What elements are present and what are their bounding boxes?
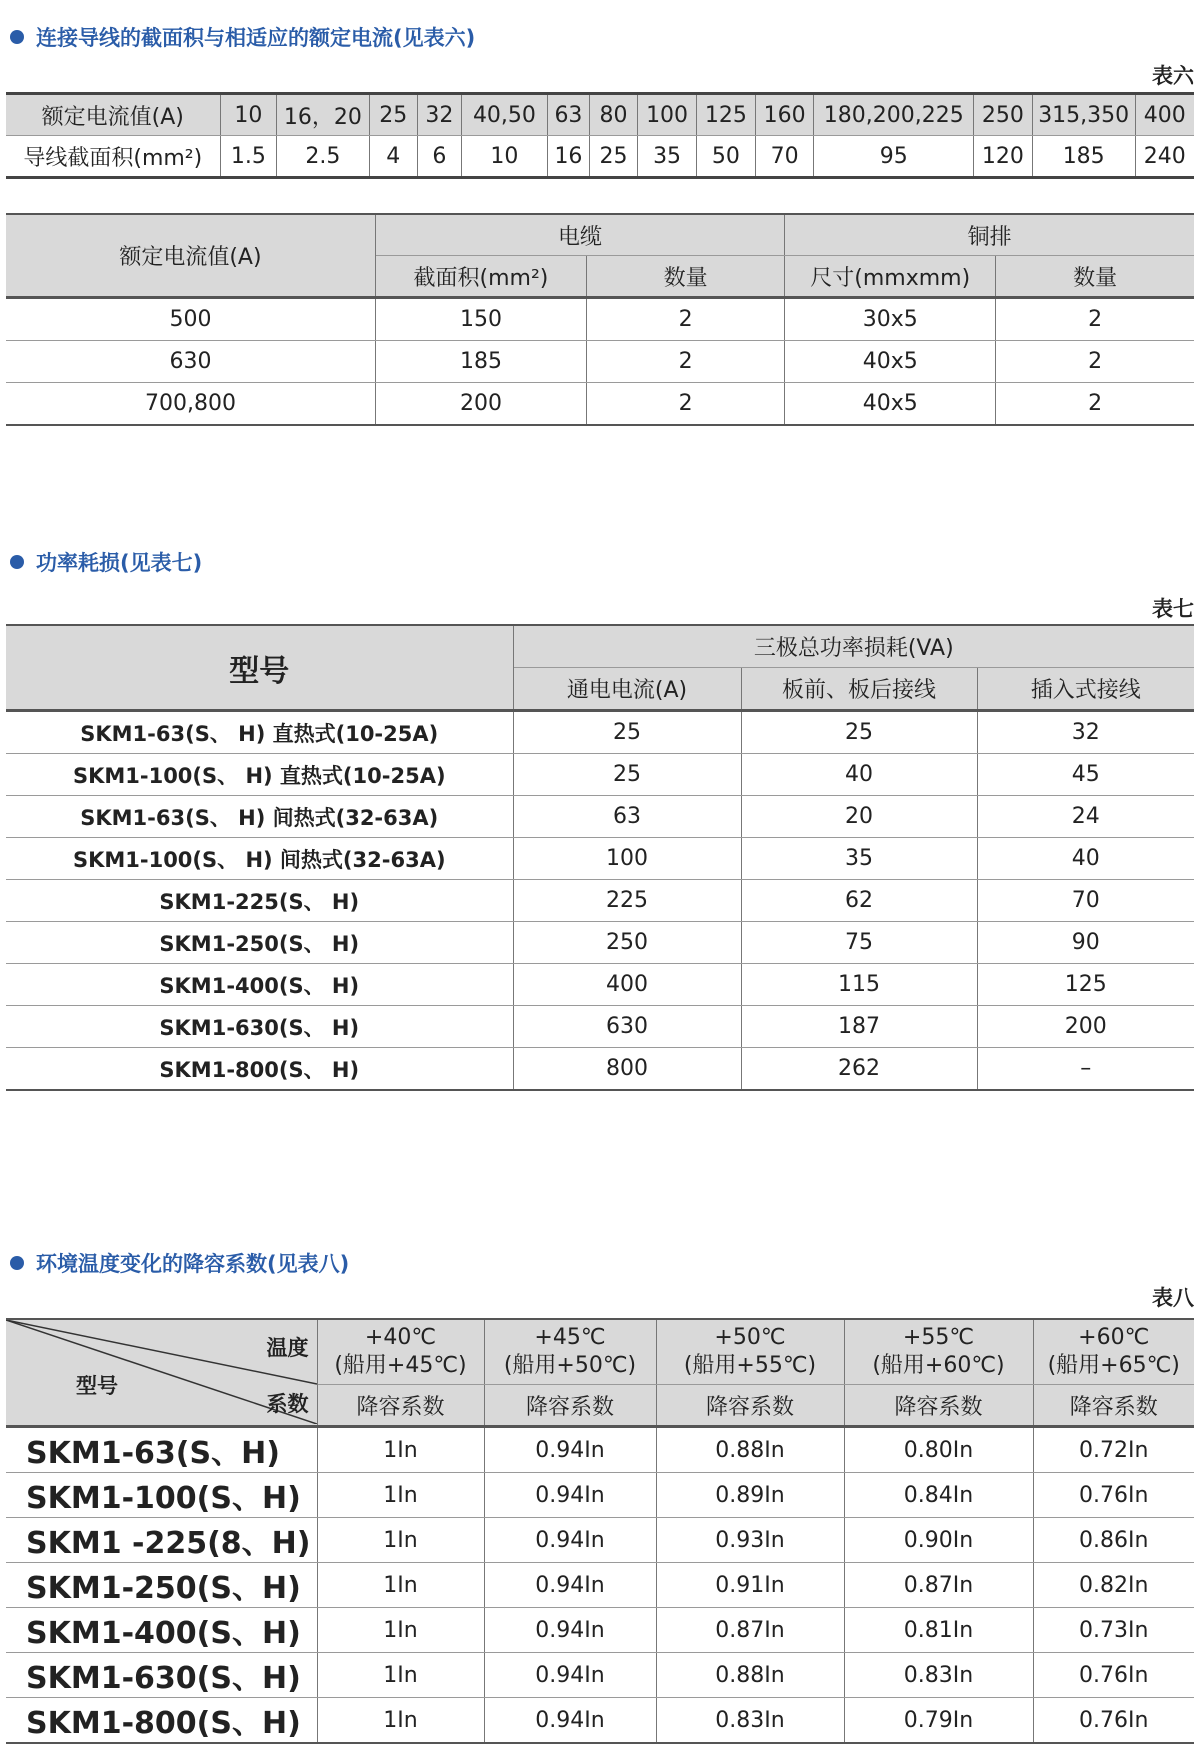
table-row xyxy=(6,796,1194,838)
cell-coefficient: 0.84In xyxy=(844,1473,1033,1518)
cell-current: 180,200,225 xyxy=(814,94,974,136)
cell-area: 4 xyxy=(369,136,417,178)
cell-coefficient: 1In xyxy=(317,1518,484,1563)
header-front: 板前、板后接线 xyxy=(741,668,977,711)
header-derating: 降容系数 xyxy=(317,1385,484,1427)
temp-value: +60℃ xyxy=(1078,1325,1150,1350)
table-row xyxy=(6,383,1194,426)
cell-coefficient: 0.88In xyxy=(656,1427,844,1473)
derating-table xyxy=(6,1318,1194,1744)
cell-model: SKM1-250(S、 H) xyxy=(6,922,513,964)
header-current: 通电电流(A) xyxy=(513,668,741,711)
cell-plugin: 200 xyxy=(977,1006,1194,1048)
temp-marine: (船用+55℃) xyxy=(683,1353,817,1378)
table-label-6: 表六 xyxy=(1152,64,1194,88)
bullet-icon xyxy=(10,555,24,569)
table-header-row xyxy=(6,625,1194,668)
cell-area: 10 xyxy=(461,136,547,178)
cell-front: 40 xyxy=(741,754,977,796)
conductor-area-table xyxy=(6,92,1194,179)
section-heading-7 xyxy=(10,547,202,577)
temp-value: +40℃ xyxy=(364,1325,437,1350)
cell-plugin: – xyxy=(977,1048,1194,1091)
cell-qty: 2 xyxy=(996,383,1194,426)
bullet-icon xyxy=(10,1256,24,1270)
cell-model: SKM1-100(S、 H) 间热式(32-63A) xyxy=(6,838,513,880)
cell-current: 250 xyxy=(974,94,1033,136)
header-current: 额定电流值(A) xyxy=(6,214,375,298)
cell-coefficient: 1In xyxy=(317,1473,484,1518)
table-row xyxy=(6,1698,1194,1744)
cell-front: 75 xyxy=(741,922,977,964)
table-row xyxy=(6,341,1194,383)
table-row xyxy=(6,1518,1194,1563)
temp-value: +50℃ xyxy=(714,1325,786,1350)
cell-area: 35 xyxy=(638,136,697,178)
cell-front: 35 xyxy=(741,838,977,880)
cell-model: SKM1-63(S、H) xyxy=(6,1427,317,1473)
cell-area: 150 xyxy=(375,298,586,341)
cell-coefficient: 1In xyxy=(317,1653,484,1698)
row-label: 额定电流值(A) xyxy=(6,94,220,136)
current-row xyxy=(6,94,1194,136)
cell-coefficient: 0.93In xyxy=(656,1518,844,1563)
cell-coefficient: 0.76In xyxy=(1033,1473,1194,1518)
cell-coefficient: 0.94In xyxy=(484,1563,656,1608)
table-row xyxy=(6,1006,1194,1048)
cell-front: 262 xyxy=(741,1048,977,1091)
cell-area: 120 xyxy=(974,136,1033,178)
cell-model: SKM1-225(S、 H) xyxy=(6,880,513,922)
cell-coefficient: 0.94In xyxy=(484,1427,656,1473)
cell-model: SKM1-400(S、 H) xyxy=(6,964,513,1006)
cell-area: 2.5 xyxy=(277,136,369,178)
cell-model: SKM1-63(S、 H) 间热式(32-63A) xyxy=(6,796,513,838)
cell-area: 185 xyxy=(1032,136,1135,178)
cell-coefficient: 0.82In xyxy=(1033,1563,1194,1608)
header-group: 三极总功率损耗(VA) xyxy=(513,625,1194,668)
cell-model: SKM1-100(S、 H) 直热式(10-25A) xyxy=(6,754,513,796)
header-busbar: 铜排 xyxy=(785,214,1194,256)
cell-current: 125 xyxy=(696,94,755,136)
cell-coefficient: 0.83In xyxy=(656,1698,844,1744)
cell-coefficient: 0.79In xyxy=(844,1698,1033,1744)
row-label: 导线截面积(mm²) xyxy=(6,136,220,178)
corner-model-label: 型号 xyxy=(76,1374,118,1398)
header-derating: 降容系数 xyxy=(484,1385,656,1427)
cell-model: SKM1-400(S、H) xyxy=(6,1608,317,1653)
cell-coefficient: 1In xyxy=(317,1427,484,1473)
cell-current: 25 xyxy=(513,711,741,754)
header-area: 截面积(mm²) xyxy=(375,256,586,298)
cell-coefficient: 0.94In xyxy=(484,1698,656,1744)
cell-model: SKM1-250(S、H) xyxy=(6,1563,317,1608)
cell-front: 20 xyxy=(741,796,977,838)
temp-value: +55℃ xyxy=(902,1325,975,1350)
cell-area: 1.5 xyxy=(220,136,277,178)
cell-current: 225 xyxy=(513,880,741,922)
table-row xyxy=(6,922,1194,964)
cable-busbar-table xyxy=(6,213,1194,426)
cell-coefficient: 0.87In xyxy=(656,1608,844,1653)
cell-size: 40x5 xyxy=(785,341,996,383)
corner-cell xyxy=(6,1319,317,1427)
heading-text: 环境温度变化的降容系数(见表八) xyxy=(36,1252,350,1276)
area-row xyxy=(6,136,1194,178)
cell-plugin: 90 xyxy=(977,922,1194,964)
cell-area: 200 xyxy=(375,383,586,426)
cell-current: 630 xyxy=(6,341,375,383)
cell-size: 30x5 xyxy=(785,298,996,341)
header-plugin: 插入式接线 xyxy=(977,668,1194,711)
header-temp xyxy=(484,1319,656,1385)
cell-plugin: 24 xyxy=(977,796,1194,838)
cell-current: 32 xyxy=(417,94,461,136)
corner-temp-label: 温度 xyxy=(266,1336,309,1360)
header-temp xyxy=(844,1319,1033,1385)
table-row xyxy=(6,880,1194,922)
header-model: 型号 xyxy=(6,625,513,711)
cell-size: 40x5 xyxy=(785,383,996,426)
cell-current: 250 xyxy=(513,922,741,964)
cell-coefficient: 0.88In xyxy=(656,1653,844,1698)
cell-current: 400 xyxy=(513,964,741,1006)
cell-coefficient: 0.76In xyxy=(1033,1653,1194,1698)
cell-area: 50 xyxy=(696,136,755,178)
table-row xyxy=(6,1048,1194,1091)
cell-qty: 2 xyxy=(996,298,1194,341)
table-header-row xyxy=(6,214,1194,256)
cell-plugin: 32 xyxy=(977,711,1194,754)
cell-area: 6 xyxy=(417,136,461,178)
table-header-row xyxy=(6,1319,1194,1385)
table-row xyxy=(6,1563,1194,1608)
table-row xyxy=(6,1473,1194,1518)
cell-current: 16，20 xyxy=(277,94,369,136)
header-derating: 降容系数 xyxy=(844,1385,1033,1427)
cell-model: SKM1-800(S、H) xyxy=(6,1698,317,1744)
cell-coefficient: 0.83In xyxy=(844,1653,1033,1698)
header-cable: 电缆 xyxy=(375,214,784,256)
temp-marine: (船用+65℃) xyxy=(1047,1353,1180,1378)
cell-area: 240 xyxy=(1135,136,1194,178)
cell-area: 25 xyxy=(589,136,637,178)
table-row xyxy=(6,1608,1194,1653)
cell-front: 62 xyxy=(741,880,977,922)
table-row xyxy=(6,298,1194,341)
cell-plugin: 40 xyxy=(977,838,1194,880)
cell-area: 185 xyxy=(375,341,586,383)
cell-current: 800 xyxy=(513,1048,741,1091)
cell-coefficient: 0.94In xyxy=(484,1518,656,1563)
cell-model: SKM1-630(S、H) xyxy=(6,1653,317,1698)
table-row xyxy=(6,838,1194,880)
table-label-7: 表七 xyxy=(1152,597,1194,621)
cell-coefficient: 0.94In xyxy=(484,1473,656,1518)
power-loss-table xyxy=(6,624,1194,1091)
cell-current: 630 xyxy=(513,1006,741,1048)
table-label-8: 表八 xyxy=(1152,1286,1194,1310)
cell-plugin: 45 xyxy=(977,754,1194,796)
cell-coefficient: 0.87In xyxy=(844,1563,1033,1608)
table-row xyxy=(6,754,1194,796)
cell-qty: 2 xyxy=(587,341,785,383)
cell-model: SKM1-100(S、H) xyxy=(6,1473,317,1518)
temp-value: +45℃ xyxy=(534,1325,606,1350)
cell-current: 40,50 xyxy=(461,94,547,136)
cell-coefficient: 0.94In xyxy=(484,1653,656,1698)
cell-coefficient: 0.80In xyxy=(844,1427,1033,1473)
cell-coefficient: 0.72In xyxy=(1033,1427,1194,1473)
header-derating: 降容系数 xyxy=(656,1385,844,1427)
table-row xyxy=(6,1653,1194,1698)
cell-current: 100 xyxy=(638,94,697,136)
section-heading-6 xyxy=(10,22,475,52)
cell-current: 63 xyxy=(547,94,589,136)
cell-coefficient: 1In xyxy=(317,1698,484,1744)
temp-marine: (船用+45℃) xyxy=(334,1353,467,1378)
cell-coefficient: 0.73In xyxy=(1033,1608,1194,1653)
corner-coef-label: 系数 xyxy=(266,1392,309,1416)
cell-current: 500 xyxy=(6,298,375,341)
header-derating: 降容系数 xyxy=(1033,1385,1194,1427)
cell-current: 160 xyxy=(755,94,814,136)
cell-plugin: 125 xyxy=(977,964,1194,1006)
cell-coefficient: 0.86In xyxy=(1033,1518,1194,1563)
cell-area: 16 xyxy=(547,136,589,178)
cell-current: 400 xyxy=(1135,94,1194,136)
cell-coefficient: 0.89In xyxy=(656,1473,844,1518)
header-temp xyxy=(1033,1319,1194,1385)
header-temp xyxy=(317,1319,484,1385)
temp-marine: (船用+60℃) xyxy=(872,1353,1005,1378)
cell-model: SKM1-630(S、 H) xyxy=(6,1006,513,1048)
cell-current: 80 xyxy=(589,94,637,136)
temp-marine: (船用+50℃) xyxy=(503,1353,637,1378)
cell-coefficient: 0.91In xyxy=(656,1563,844,1608)
cell-plugin: 70 xyxy=(977,880,1194,922)
cell-qty: 2 xyxy=(996,341,1194,383)
cell-current: 63 xyxy=(513,796,741,838)
cell-current: 25 xyxy=(369,94,417,136)
section-heading-8 xyxy=(10,1248,349,1278)
cell-front: 115 xyxy=(741,964,977,1006)
header-qty: 数量 xyxy=(996,256,1194,298)
cell-current: 100 xyxy=(513,838,741,880)
cell-current: 700,800 xyxy=(6,383,375,426)
cell-coefficient: 1In xyxy=(317,1608,484,1653)
cell-front: 25 xyxy=(741,711,977,754)
cell-area: 70 xyxy=(755,136,814,178)
header-qty: 数量 xyxy=(587,256,785,298)
cell-model: SKM1-63(S、 H) 直热式(10-25A) xyxy=(6,711,513,754)
heading-text: 连接导线的截面积与相适应的额定电流(见表六) xyxy=(36,26,476,50)
header-size: 尺寸(mmxmm) xyxy=(785,256,996,298)
table-row xyxy=(6,964,1194,1006)
cell-qty: 2 xyxy=(587,298,785,341)
cell-area: 95 xyxy=(814,136,974,178)
bullet-icon xyxy=(10,30,24,44)
cell-front: 187 xyxy=(741,1006,977,1048)
cell-coefficient: 0.81In xyxy=(844,1608,1033,1653)
cell-coefficient: 0.94In xyxy=(484,1608,656,1653)
cell-coefficient: 1In xyxy=(317,1563,484,1608)
heading-text: 功率耗损(见表七) xyxy=(36,551,203,575)
table-row xyxy=(6,1427,1194,1473)
table-row xyxy=(6,711,1194,754)
cell-current: 10 xyxy=(220,94,277,136)
cell-coefficient: 0.90In xyxy=(844,1518,1033,1563)
header-temp xyxy=(656,1319,844,1385)
cell-model: SKM1 -225(8、H) xyxy=(6,1518,317,1563)
cell-current: 315,350 xyxy=(1032,94,1135,136)
cell-coefficient: 0.76In xyxy=(1033,1698,1194,1744)
cell-model: SKM1-800(S、 H) xyxy=(6,1048,513,1091)
cell-qty: 2 xyxy=(587,383,785,426)
cell-current: 25 xyxy=(513,754,741,796)
